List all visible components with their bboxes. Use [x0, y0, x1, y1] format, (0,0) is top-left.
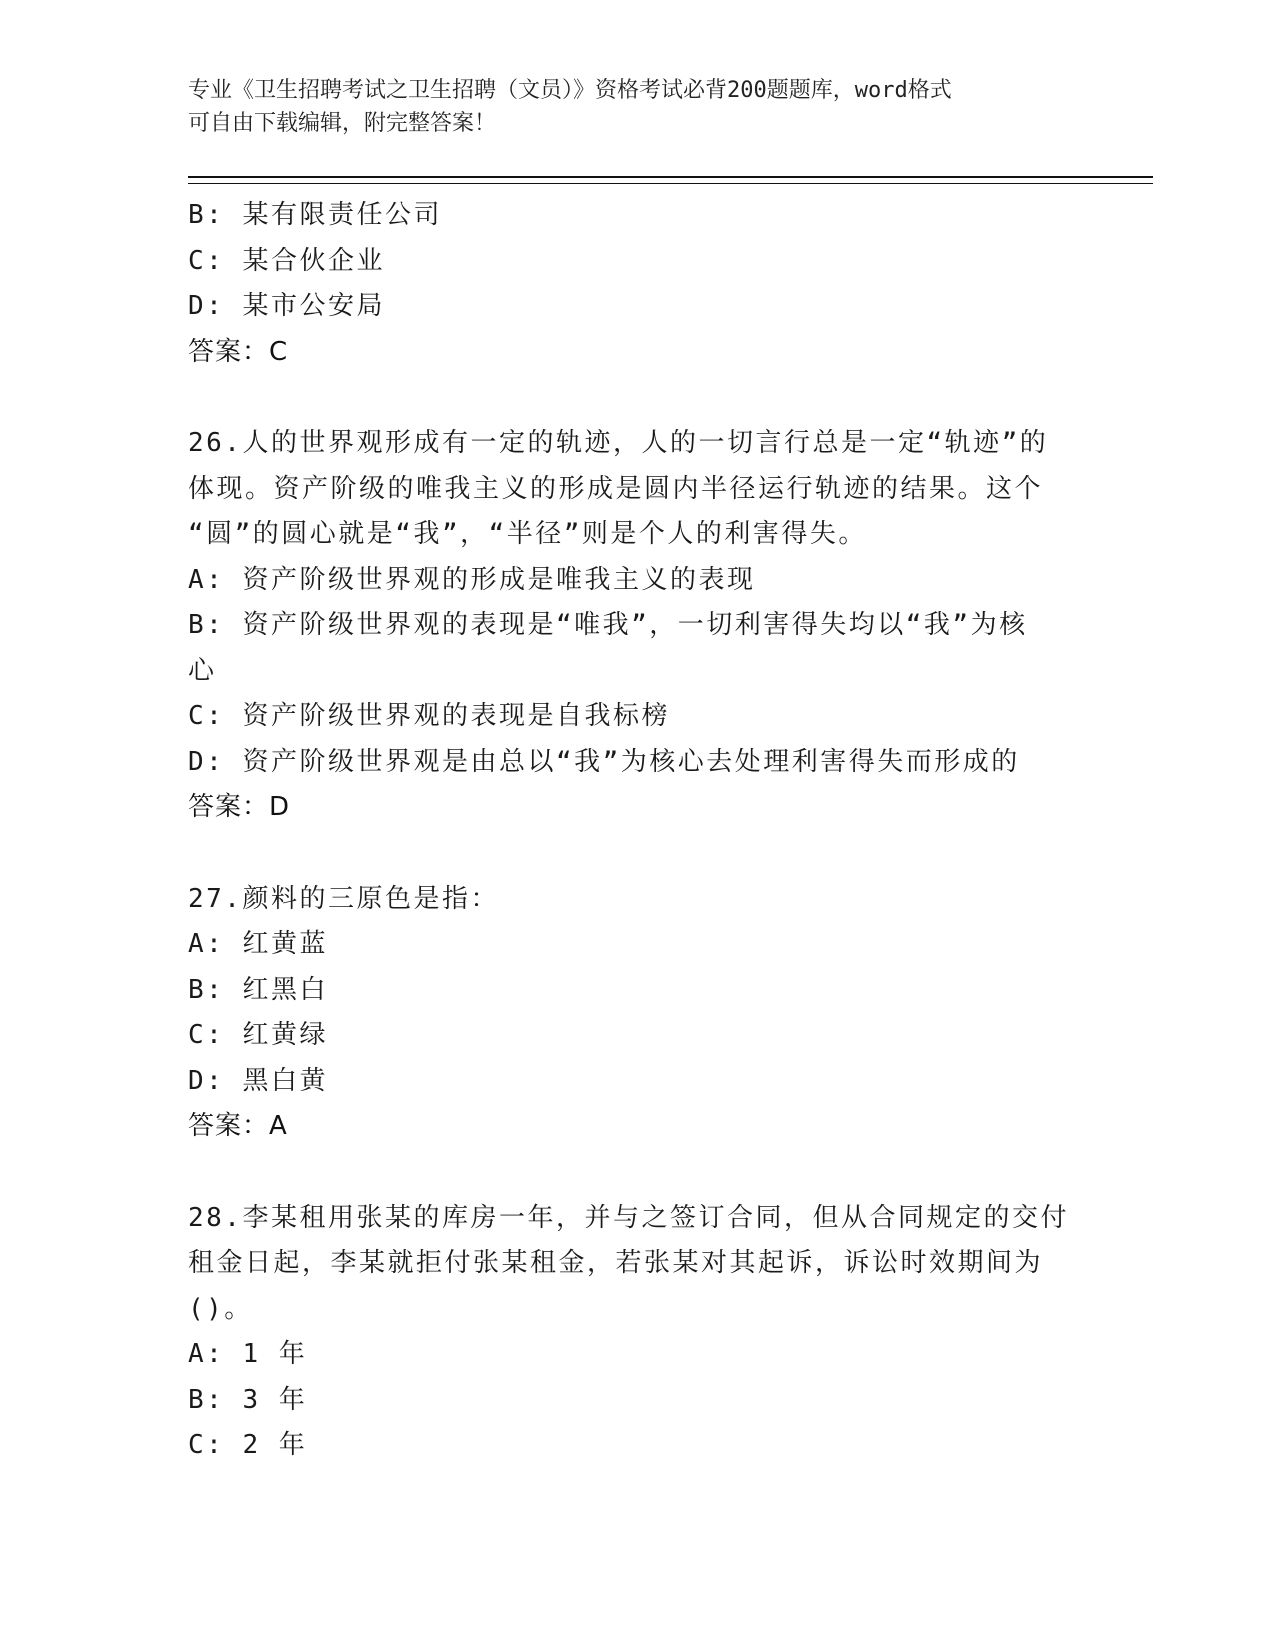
option-a: A: 红黄蓝	[188, 929, 328, 959]
option-d: D: 某市公安局	[188, 291, 385, 321]
spacer	[188, 1150, 1088, 1196]
option-b: B: 资产阶级世界观的表现是“唯我”，一切利害得失均以“我”为核	[188, 610, 1028, 640]
question-text-line: 体现。资产阶级的唯我主义的形成是圆内半径运行轨迹的结果。这个	[188, 473, 1044, 504]
question-26	[188, 421, 1088, 831]
spacer	[188, 831, 1088, 877]
header-divider-thin	[188, 183, 1153, 184]
header-divider-thick	[188, 176, 1153, 178]
option-d: D: 黑白黄	[188, 1065, 328, 1096]
question-27	[188, 877, 1088, 1150]
header-line-1: 专业《卫生招聘考试之卫生招聘（文员）》资格考试必背200题题库，word格式	[188, 78, 952, 103]
question-text-line: ()。	[188, 1293, 253, 1324]
document-header	[188, 74, 1088, 140]
question-text-line: “圆”的圆心就是“我”，“半径”则是个人的利害得失。	[188, 519, 867, 549]
answer-line: 答案：C	[188, 336, 289, 367]
option-b: B: 红黑白	[188, 974, 328, 1005]
header-line-2: 可自由下载编辑，附完整答案！	[188, 111, 497, 136]
option-d: D: 资产阶级世界观是由总以“我”为核心去处理利害得失而形成的	[188, 746, 1020, 777]
question-text-line: 28.李某租用张某的库房一年，并与之签订合同，但从合同规定的交付	[188, 1202, 1069, 1233]
question-text-line: 26.人的世界观形成有一定的轨迹，人的一切言行总是一定“轨迹”的	[188, 428, 1049, 458]
option-c: C: 红黄绿	[188, 1020, 328, 1050]
option-c: C: 资产阶级世界观的表现是自我标榜	[188, 701, 670, 731]
question-text-line: 租金日起，李某就拒付张某租金，若张某对其起诉，诉讼时效期间为	[188, 1248, 1044, 1278]
option-a: A: 1 年	[188, 1339, 308, 1369]
option-b-continued: 心	[188, 655, 217, 686]
option-c: C: 2 年	[188, 1430, 308, 1460]
option-c: C: 某合伙企业	[188, 245, 385, 276]
option-b: B: 3 年	[188, 1384, 308, 1415]
option-b: B: 某有限责任公司	[188, 200, 442, 230]
option-a: A: 资产阶级世界观的形成是唯我主义的表现	[188, 564, 756, 595]
answer-line: 答案：D	[188, 792, 291, 822]
question-content	[188, 193, 1088, 1469]
question-28	[188, 1196, 1088, 1469]
question-25-tail	[188, 193, 1088, 375]
question-text-line: 27.颜料的三原色是指：	[188, 883, 499, 914]
spacer	[188, 375, 1088, 421]
answer-line: 答案：A	[188, 1111, 288, 1141]
